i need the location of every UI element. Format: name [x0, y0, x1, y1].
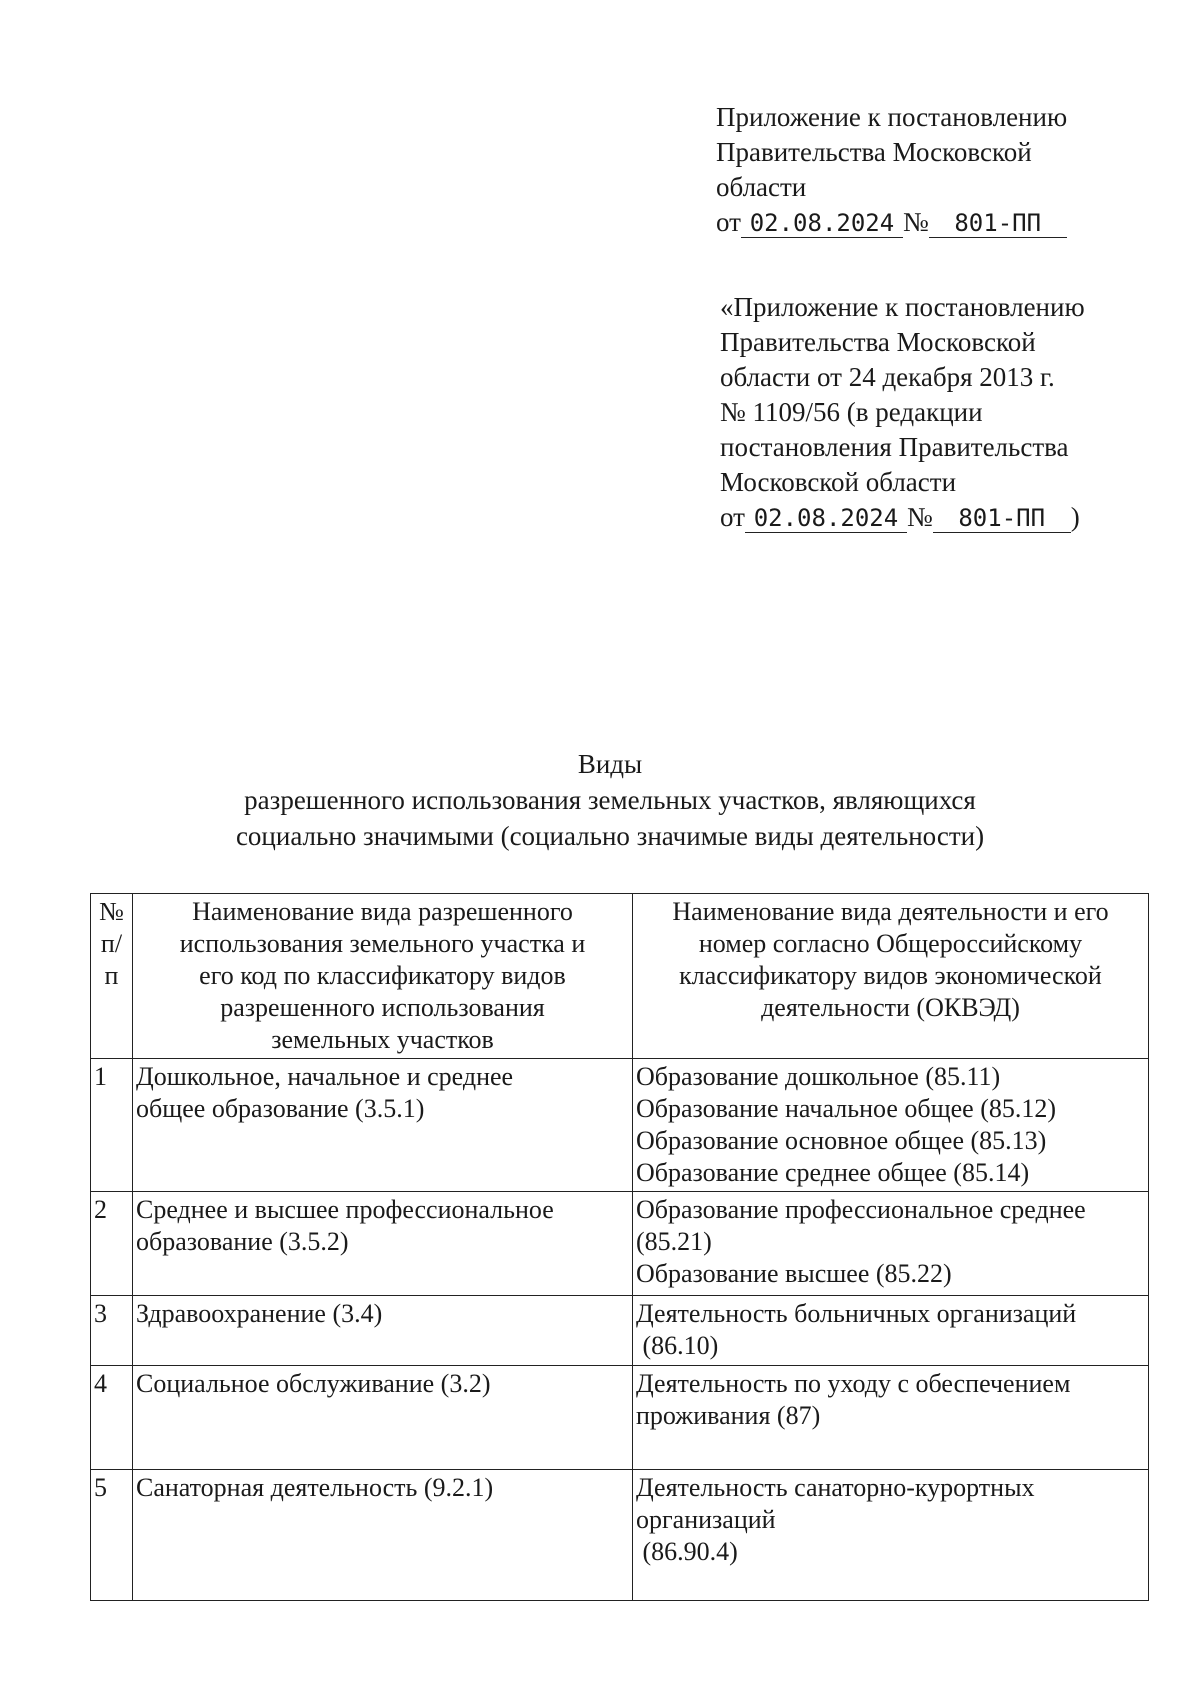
amendment-header-line: Московской области [720, 467, 957, 497]
land-use-cell: Здравоохранение (3.4) [133, 1296, 633, 1366]
table-row [91, 1366, 1149, 1470]
row-number: 4 [91, 1366, 133, 1470]
number-sign: № [902, 207, 929, 237]
column-header-number: № п/п [91, 894, 133, 1059]
land-use-cell: Социальное обслуживание (3.2) [133, 1366, 633, 1470]
amendment-header-line: Правительства Московской [720, 327, 1036, 357]
amendment-header-line: «Приложение к постановлению [720, 292, 1085, 322]
land-use-cell: Санаторная деятельность (9.2.1) [133, 1470, 633, 1601]
okved-cell: Деятельность больничных организаций (86.10) [633, 1296, 1149, 1366]
row-number: 2 [91, 1192, 133, 1296]
amendment-date-number-line [720, 500, 1085, 535]
amendment-header-line: области от 24 декабря 2013 г. [720, 362, 1055, 392]
okved-cell: Образование профессиональное среднее (85.21) Образование высшее (85.22) [633, 1192, 1149, 1296]
table-row [91, 1192, 1149, 1296]
row-number: 5 [91, 1470, 133, 1601]
okved-cell: Деятельность по уходу с обеспечением проживания (87) [633, 1366, 1149, 1470]
appendix-date-number-line [716, 205, 1067, 240]
date-prefix: от [720, 502, 745, 532]
row-number: 3 [91, 1296, 133, 1366]
resolution-number: 801-ПП [929, 209, 1067, 238]
number-sign: № [906, 502, 933, 532]
title-line: социально значимыми (социально значимые виды деятельности) [235, 821, 985, 851]
okved-cell: Деятельность санаторно-курортных организаций (86.90.4) [633, 1470, 1149, 1601]
appendix-header-line: области [716, 172, 807, 202]
amendment-header-line: постановления Правительства [720, 432, 1069, 462]
okved-cell: Образование дошкольное (85.11) Образование начальное общее (85.12) Образование основное общее (85.13) Образование среднее общее (85.14) [633, 1059, 1149, 1192]
appendix-header-line: Приложение к постановлению [716, 102, 1068, 132]
title-line: Виды [577, 749, 643, 779]
table-header-row [91, 894, 1149, 1059]
table-row [91, 1470, 1149, 1601]
resolution-date: 02.08.2024 [741, 209, 903, 238]
column-header-okved: Наименование вида деятельности и его номер согласно Общероссийскому классификатору видов экономической деятельности (ОКВЭД) [633, 894, 1149, 1059]
resolution-number: 801-ПП [933, 504, 1071, 533]
closing-parenthesis: ) [1070, 502, 1080, 532]
table-row [91, 1296, 1149, 1366]
resolution-date: 02.08.2024 [745, 504, 907, 533]
date-prefix: от [716, 207, 741, 237]
land-use-table [90, 893, 1149, 1601]
appendix-header-line: Правительства Московской [716, 137, 1032, 167]
title-line: разрешенного использования земельных участков, являющихся [244, 785, 976, 815]
land-use-cell: Среднее и высшее профессиональное образование (3.5.2) [133, 1192, 633, 1296]
column-header-land-use: Наименование вида разрешенного использования земельного участка и его код по классификатору видов разрешенного использования земельных участков [133, 894, 633, 1059]
appendix-header [716, 100, 1067, 240]
row-number: 1 [91, 1059, 133, 1192]
document-title [120, 746, 1100, 854]
amendment-header-line: № 1109/56 (в редакции [720, 397, 983, 427]
table-row [91, 1059, 1149, 1192]
land-use-cell: Дошкольное, начальное и среднее общее образование (3.5.1) [133, 1059, 633, 1192]
amendment-header [720, 290, 1085, 535]
